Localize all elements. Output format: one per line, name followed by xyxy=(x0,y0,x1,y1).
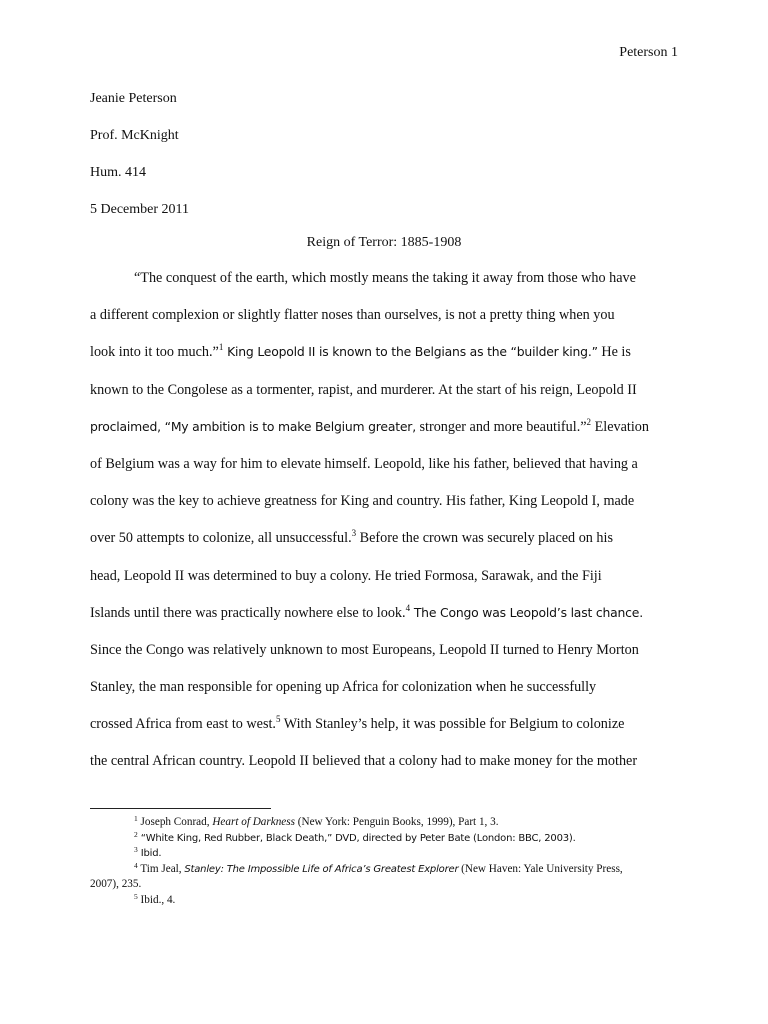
footnote-ref: 3 xyxy=(351,528,357,539)
footnote-4: $^4$ Tim Jeal, Stanley: The Impossible Life of Africa’s Greatest Explorer (New Haven: Yale University Press, xyxy=(134,860,623,875)
footnote-ref: 2 xyxy=(586,416,592,427)
body-line: known to the Congolese as a tormenter, rapist, and murderer. At the start of his reign, Leopold II xyxy=(90,381,637,398)
footnote-1: $^1$ Joseph Conrad, Heart of Darkness (New York: Penguin Books, 1999), Part 1, 3. xyxy=(134,814,499,828)
body-line: “The conquest of the earth, which mostly means the taking it away from those who have xyxy=(134,270,636,286)
paper-title: Reign of Terror: 1885-1908 xyxy=(306,235,462,250)
footnote-ref: 5 xyxy=(275,714,281,725)
body-line: the central African country. Leopold II believed that a colony had to make money for the mother xyxy=(90,753,638,770)
body-line: head, Leopold II was determined to buy a colony. He tried Formosa, Sarawak, and the Fiji xyxy=(90,567,602,584)
footnote-5: $^5$ Ibid., 4. xyxy=(134,891,176,906)
running-head: Peterson 1 xyxy=(619,45,678,60)
footnote-2: $^2$ “White King, Red Rubber, Black Death,” DVD, directed by Peter Bate (London: BBC, 2003). xyxy=(134,829,576,844)
body-line: look into it too much.”$^1$ King Leopold II is known to the Belgians as the “builder king.” He is xyxy=(90,342,631,361)
instructor-name: Prof. McKnight xyxy=(90,128,179,143)
course-name: Hum. 414 xyxy=(90,165,146,180)
body-line: Since the Congo was relatively unknown to most Europeans, Leopold II turned to Henry Morton xyxy=(90,641,639,658)
body-line: Islands until there was practically nowhere else to look.$^4$ The Congo was Leopold’s last chance. xyxy=(90,602,643,621)
paper-date: 5 December 2011 xyxy=(90,202,189,217)
body-line: over 50 attempts to colonize, all unsuccessful.$^3$ Before the crown was securely placed on his xyxy=(90,528,613,547)
heading-block xyxy=(90,90,189,238)
footnote-4-continued: 2007), 235. xyxy=(90,878,142,890)
author-name: Jeanie Peterson xyxy=(90,91,177,106)
body-line: a different complexion or slightly flatter noses than ourselves, is not a pretty thing when you xyxy=(90,307,615,324)
body-line: of Belgium was a way for him to elevate himself. Leopold, like his father, believed that having a xyxy=(90,455,638,472)
footnote-ref: 1 xyxy=(218,342,224,353)
body-line: proclaimed, “My ambition is to make Belgium greater, stronger and more beautiful.”$^2$ Elevation xyxy=(90,416,649,435)
body-line: colony was the key to achieve greatness for King and country. His father, King Leopold I, made xyxy=(90,493,635,510)
footnote-separator xyxy=(90,808,271,809)
footnotes xyxy=(90,815,678,908)
body-line: Stanley, the man responsible for opening up Africa for colonization when he successfully xyxy=(90,679,597,696)
body-line: crossed Africa from east to west.$^5$ With Stanley’s help, it was possible for Belgium to colonize xyxy=(90,714,625,733)
footnote-ref: 4 xyxy=(405,602,411,613)
footnote-3: $^3$ Ibid. xyxy=(134,845,162,859)
body-paragraph xyxy=(90,268,678,789)
